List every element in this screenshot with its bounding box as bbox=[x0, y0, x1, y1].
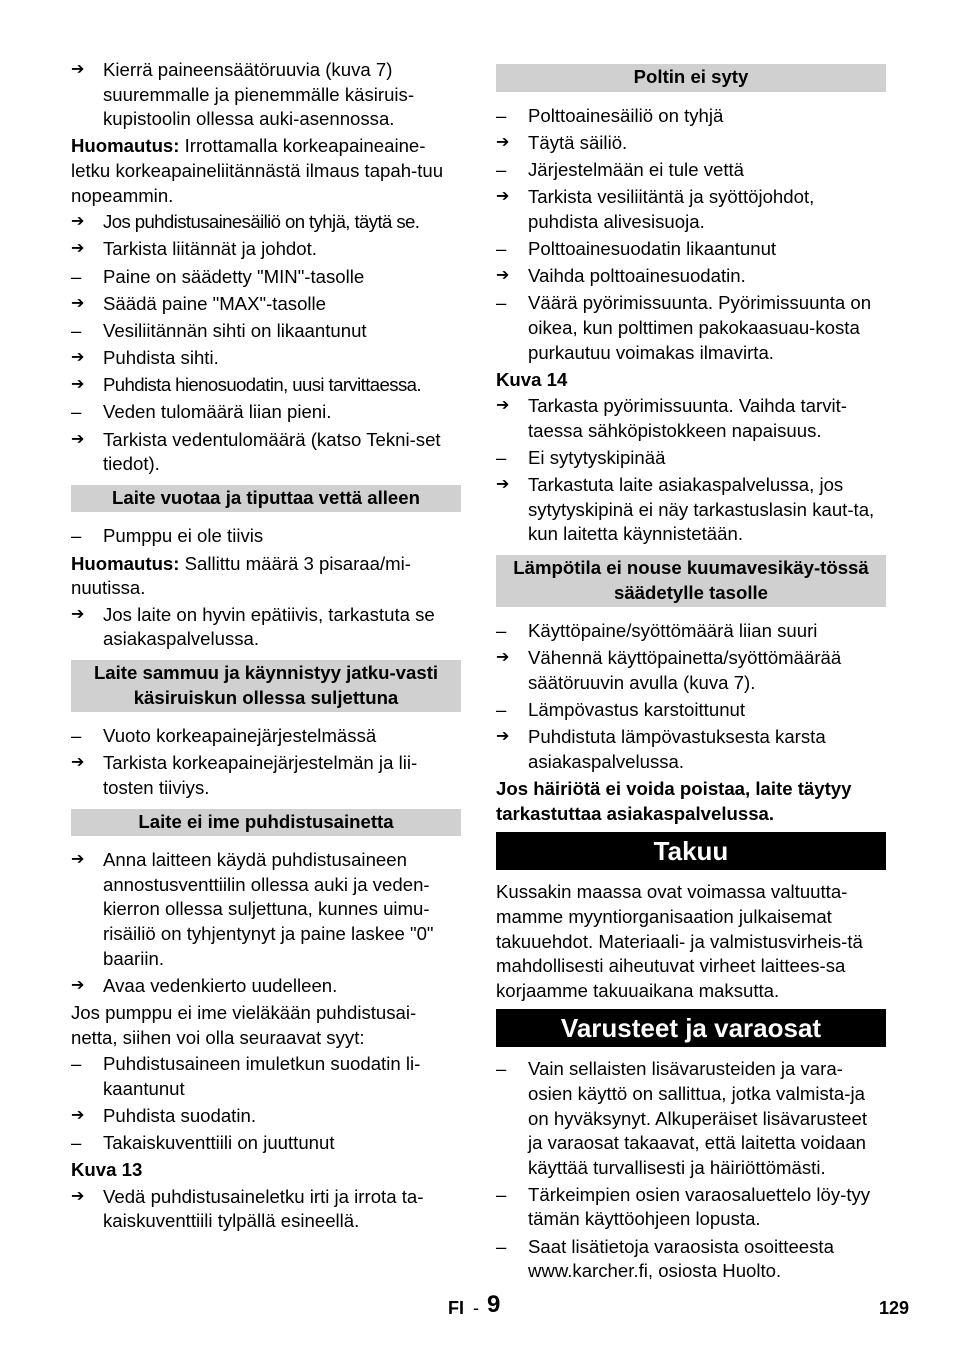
list-item bbox=[71, 1052, 461, 1101]
list-item-text: Tarkista vedentulomäärä (katso Tekni-set tiedot). bbox=[103, 428, 441, 475]
list-item bbox=[496, 185, 886, 234]
list-item bbox=[71, 58, 461, 132]
section-heading: Laite ei ime puhdistusainetta bbox=[71, 809, 461, 837]
arrow-bullet-icon: ➔ bbox=[71, 349, 85, 367]
dash-bullet-icon: – bbox=[496, 620, 507, 642]
list-item bbox=[71, 974, 461, 999]
list-block bbox=[71, 210, 461, 477]
list-block bbox=[71, 1185, 461, 1234]
footer-language: FI bbox=[448, 1298, 464, 1318]
body-paragraph: Kussakin maassa ovat voimassa valtuutta-mamme myyntiorganisaation julkaisemat takuuehdot. Materiaali- ja valmistusvirheis-tä mahdollisesti aiheutuvat virheet laittees-sa korjaamme takuuaikana maksutta. bbox=[496, 881, 863, 1001]
note-text: Irrottamalla korkeapaineaine-letku korkeapaineliitännästä ilmaus tapah-tuu nopeammin. bbox=[71, 135, 444, 206]
list-item-text: Lämpövastus karstoittunut bbox=[528, 699, 746, 721]
dash-bullet-icon: – bbox=[496, 1235, 507, 1257]
list-block bbox=[71, 724, 461, 800]
page-number: 129 bbox=[879, 1298, 910, 1318]
section-heading: Laite sammuu ja käynnistyy jatku-vasti käsiruiskun ollessa suljettuna bbox=[71, 660, 461, 712]
arrow-bullet-icon: ➔ bbox=[71, 61, 85, 78]
list-item-text: Vaihda polttoainesuodatin. bbox=[528, 265, 746, 287]
section-heading: Lämpötila ei nouse kuumavesikäy-tössä säädetylle tasolle bbox=[496, 555, 886, 607]
list-item-text: Tarkista vesiliitäntä ja syöttöjohdot, puhdista alivesisuoja. bbox=[528, 186, 815, 232]
body-paragraph: Jos pumppu ei ime vieläkään puhdistusai-netta, siihen voi olla seuraavat syyt: bbox=[71, 1001, 417, 1048]
list-item bbox=[496, 1235, 886, 1284]
dash-bullet-icon: – bbox=[71, 1132, 82, 1154]
list-item bbox=[71, 292, 461, 317]
list-item bbox=[71, 724, 461, 749]
chapter-heading: Takuu bbox=[496, 832, 886, 870]
arrow-bullet-icon: ➔ bbox=[71, 294, 85, 312]
list-block bbox=[71, 1052, 461, 1156]
list-item bbox=[496, 394, 886, 443]
list-block bbox=[496, 1057, 886, 1284]
figure-reference: Kuva 14 bbox=[496, 368, 568, 390]
list-item bbox=[71, 400, 461, 425]
dash-bullet-icon: – bbox=[71, 265, 82, 287]
list-block bbox=[496, 104, 886, 366]
section-heading: Laite vuotaa ja tiputtaa vettä alleen bbox=[71, 485, 461, 513]
list-item-text: Puhdistuta lämpövastuksesta karsta asiakaspalvelussa. bbox=[528, 726, 826, 772]
list-item-text: Polttoainesuodatin likaantunut bbox=[528, 237, 777, 259]
list-item-text: Puhdistusaineen imuletkun suodatin li-kaantunut bbox=[103, 1053, 421, 1099]
warning-paragraph: Jos häiriötä ei voida poistaa, laite täytyy tarkastuttaa asiakaspalvelussa. bbox=[496, 778, 852, 824]
arrow-bullet-icon: ➔ bbox=[496, 133, 510, 151]
list-item-text: Järjestelmään ei tule vettä bbox=[528, 158, 745, 180]
right-column bbox=[496, 58, 886, 1286]
note-paragraph bbox=[71, 134, 461, 208]
dash-bullet-icon: – bbox=[71, 319, 82, 341]
list-item-text: Puhdista suodatin. bbox=[103, 1104, 256, 1126]
arrow-bullet-icon: ➔ bbox=[71, 976, 85, 994]
list-item-text: Täytä säiliö. bbox=[528, 131, 628, 153]
dash-bullet-icon: – bbox=[496, 699, 507, 721]
dash-bullet-icon: – bbox=[496, 237, 507, 259]
list-item-text: Veden tulomäärä liian pieni. bbox=[103, 401, 332, 423]
list-item-text: Puhdista hienosuodatin, uusi tarvittaessa. bbox=[103, 374, 421, 396]
list-item bbox=[496, 725, 886, 774]
list-item bbox=[71, 237, 461, 262]
list-item bbox=[71, 848, 461, 971]
arrow-bullet-icon: ➔ bbox=[71, 1106, 85, 1124]
list-item-text: Saat lisätietoja varaosista osoitteesta www.karcher.fi, osiosta Huolto. bbox=[528, 1235, 834, 1282]
list-item bbox=[496, 291, 886, 365]
list-block bbox=[71, 58, 461, 132]
list-item bbox=[71, 1185, 461, 1234]
list-item-text: Vuoto korkeapainejärjestelmässä bbox=[103, 725, 377, 747]
arrow-bullet-icon: ➔ bbox=[496, 476, 510, 494]
section-heading: Poltin ei syty bbox=[496, 64, 886, 92]
list-item-text: Tärkeimpien osien varaosaluettelo löy-tyy tämän käyttöohjeen lopusta. bbox=[528, 1183, 871, 1230]
arrow-bullet-icon: ➔ bbox=[71, 430, 85, 448]
list-block bbox=[71, 603, 461, 652]
dash-bullet-icon: – bbox=[496, 292, 507, 314]
list-item-text: Tarkista korkeapainejärjestelmän ja lii-tosten tiiviys. bbox=[103, 752, 418, 798]
list-item-text: Ei sytytyskipinää bbox=[528, 447, 666, 469]
arrow-bullet-icon: ➔ bbox=[71, 605, 85, 623]
arrow-bullet-icon: ➔ bbox=[71, 851, 85, 869]
figure-reference: Kuva 13 bbox=[71, 1159, 143, 1181]
list-block bbox=[71, 524, 461, 549]
dash-bullet-icon: – bbox=[71, 1053, 82, 1075]
list-item bbox=[71, 524, 461, 549]
arrow-bullet-icon: ➔ bbox=[496, 649, 510, 667]
arrow-bullet-icon: ➔ bbox=[71, 213, 85, 231]
list-item-text: Kierrä paineensäätöruuvia (kuva 7) suuremmalle ja pienemmälle käsiruis-kupistoolin ollessa auki-asennossa. bbox=[103, 59, 415, 130]
list-item-text: Jos laite on hyvin epätiivis, tarkastuta se asiakaspalvelussa. bbox=[103, 603, 435, 650]
list-item bbox=[496, 473, 886, 547]
list-item-text: Vesiliitännän sihti on likaantunut bbox=[103, 319, 367, 341]
list-item-text: Vain sellaisten lisävarusteiden ja vara-osien käyttö on sallittua, jotka valmista-ja on hyväksynyt. Alkuperäiset lisävarusteet ja varaosat takaavat, että laitetta voidaan käyttää turvallisesti ja häiriöttömästi. bbox=[528, 1058, 867, 1178]
dash-bullet-icon: – bbox=[496, 447, 507, 469]
note-text: Sallittu määrä 3 pisaraa/mi-nuutissa. bbox=[71, 552, 411, 599]
list-item bbox=[71, 603, 461, 652]
list-block bbox=[496, 619, 886, 774]
list-item bbox=[71, 1131, 461, 1156]
list-item-text: Vedä puhdistusaineletku irti ja irrota ta-kaiskuventtiili tylpällä esineellä. bbox=[103, 1185, 424, 1232]
dash-bullet-icon: – bbox=[496, 1058, 507, 1080]
arrow-bullet-icon: ➔ bbox=[71, 376, 85, 394]
list-item bbox=[71, 265, 461, 290]
list-item bbox=[71, 319, 461, 344]
list-item-text: Säädä paine "MAX"-tasolle bbox=[103, 292, 327, 314]
list-item-text: Takaiskuventtiili on juuttunut bbox=[103, 1132, 335, 1154]
list-item bbox=[496, 131, 886, 156]
list-block bbox=[71, 848, 461, 998]
list-item bbox=[496, 264, 886, 289]
footer-section-page: 9 bbox=[487, 1291, 501, 1318]
note-label: Huomautus: bbox=[71, 552, 180, 574]
list-block bbox=[496, 394, 886, 547]
list-item bbox=[496, 446, 886, 471]
list-item-text: Avaa vedenkierto uudelleen. bbox=[103, 974, 338, 996]
dash-bullet-icon: – bbox=[71, 725, 82, 747]
chapter-heading: Varusteet ja varaosat bbox=[496, 1009, 886, 1047]
list-item bbox=[71, 373, 461, 398]
list-item bbox=[496, 1057, 886, 1180]
footer-dash: - bbox=[473, 1298, 479, 1318]
list-item-text: Jos puhdistusainesäiliö on tyhjä, täytä se. bbox=[103, 211, 420, 233]
arrow-bullet-icon: ➔ bbox=[71, 754, 85, 772]
arrow-bullet-icon: ➔ bbox=[71, 240, 85, 258]
arrow-bullet-icon: ➔ bbox=[496, 728, 510, 746]
dash-bullet-icon: – bbox=[71, 401, 82, 423]
list-item bbox=[496, 104, 886, 129]
left-column bbox=[71, 58, 461, 1237]
arrow-bullet-icon: ➔ bbox=[71, 1187, 85, 1205]
arrow-bullet-icon: ➔ bbox=[496, 397, 510, 415]
list-item bbox=[496, 619, 886, 644]
list-item bbox=[496, 1183, 886, 1232]
list-item-text: Tarkastuta laite asiakaspalvelussa, jos sytytyskipinä ei näy tarkastuslasin kaut-ta, kun laitetta käynnistetään. bbox=[528, 474, 875, 545]
list-item bbox=[496, 698, 886, 723]
list-item-text: Anna laitteen käydä puhdistusaineen annostusventtiilin ollessa auki ja veden-kierron ollessa suljettuna, kunnes uimu-risäiliö on tyhjentynyt ja paine laskee "0" baariin. bbox=[103, 849, 434, 969]
list-item bbox=[71, 751, 461, 800]
list-item-text: Tarkista liitännät ja johdot. bbox=[103, 238, 317, 260]
list-item-text: Pumppu ei ole tiivis bbox=[103, 525, 264, 547]
list-item bbox=[496, 237, 886, 262]
list-item-text: Väärä pyörimissuunta. Pyörimissuunta on oikea, kun polttimen pakokaasuau-kosta purkautuu voimakas ilmavirta. bbox=[528, 292, 872, 363]
list-item-text: Paine on säädetty "MIN"-tasolle bbox=[103, 265, 365, 287]
list-item-text: Polttoainesäiliö on tyhjä bbox=[528, 104, 724, 126]
list-item-text: Tarkasta pyörimissuunta. Vaihda tarvit-taessa sähköpistokkeen napaisuus. bbox=[528, 395, 847, 441]
list-item bbox=[71, 346, 461, 371]
list-item-text: Puhdista sihti. bbox=[103, 347, 219, 369]
list-item-text: Käyttöpaine/syöttömäärä liian suuri bbox=[528, 620, 818, 642]
arrow-bullet-icon: ➔ bbox=[496, 188, 510, 206]
dash-bullet-icon: – bbox=[496, 104, 507, 126]
dash-bullet-icon: – bbox=[496, 158, 507, 180]
dash-bullet-icon: – bbox=[496, 1183, 507, 1205]
note-label: Huomautus: bbox=[71, 135, 180, 157]
list-item bbox=[496, 158, 886, 183]
note-paragraph bbox=[71, 552, 461, 601]
list-item bbox=[71, 428, 461, 477]
list-item-text: Vähennä käyttöpainetta/syöttömäärää säätöruuvin avulla (kuva 7). bbox=[528, 647, 842, 693]
dash-bullet-icon: – bbox=[71, 525, 82, 547]
list-item bbox=[496, 646, 886, 695]
arrow-bullet-icon: ➔ bbox=[496, 267, 510, 285]
list-item bbox=[71, 1104, 461, 1129]
list-item bbox=[71, 210, 461, 235]
